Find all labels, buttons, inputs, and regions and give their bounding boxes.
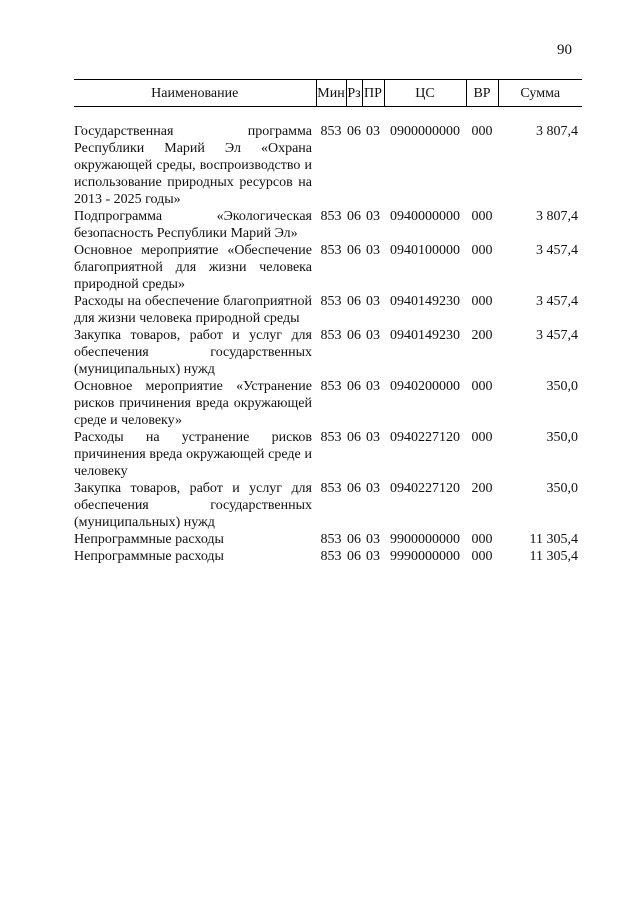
pr-cell: 03	[366, 294, 380, 309]
cs-cell: 0940227120	[390, 481, 460, 496]
pr-cell: 03	[366, 124, 380, 139]
min-cell: 853	[320, 243, 342, 258]
table-body	[74, 107, 582, 566]
vr-cell: 200	[471, 328, 493, 343]
table-row	[74, 242, 582, 293]
min-cell: 853	[320, 379, 342, 394]
sum-cell: 3 807,4	[536, 209, 578, 224]
min-cell: 853	[320, 430, 342, 445]
table-row	[74, 548, 582, 565]
name-cell: Закупка товаров, работ и услуг для обеспечения государственных (муниципальных) нужд	[74, 481, 312, 530]
pr-cell: 03	[366, 379, 380, 394]
table-row	[74, 107, 582, 209]
vr-cell: 000	[471, 209, 493, 224]
pr-cell: 03	[366, 532, 380, 547]
name-cell: Непрограммные расходы	[74, 532, 224, 547]
table-header-row	[74, 80, 582, 107]
min-cell: 853	[320, 294, 342, 309]
rz-cell: 06	[347, 481, 361, 496]
table-row	[74, 429, 582, 480]
vr-cell: 200	[471, 481, 493, 496]
min-cell: 853	[320, 481, 342, 496]
page-number: 90	[557, 42, 572, 58]
budget-table	[74, 79, 582, 565]
cs-cell: 0940100000	[390, 243, 460, 258]
name-cell: Основное мероприятие «Обеспечение благоприятной для жизни человека природной среды»	[74, 243, 312, 292]
name-cell: Непрограммные расходы	[74, 549, 224, 564]
rz-cell: 06	[347, 379, 361, 394]
pr-cell: 03	[366, 209, 380, 224]
min-cell: 853	[320, 328, 342, 343]
sum-cell: 350,0	[546, 379, 578, 394]
vr-cell: 000	[471, 430, 493, 445]
sum-cell: 11 305,4	[529, 532, 578, 547]
table-row	[74, 327, 582, 378]
cs-cell: 9990000000	[390, 549, 460, 564]
name-cell: Расходы на обеспечение благоприятной для жизни человека природной среды	[74, 294, 312, 326]
sum-cell: 3 457,4	[536, 294, 578, 309]
sum-cell: 3 457,4	[536, 243, 578, 258]
rz-cell: 06	[347, 430, 361, 445]
cs-cell: 0940000000	[390, 209, 460, 224]
cs-cell: 9900000000	[390, 532, 460, 547]
vr-cell: 000	[471, 379, 493, 394]
pr-cell: 03	[366, 243, 380, 258]
header-name: Наименование	[74, 80, 316, 107]
cs-cell: 0900000000	[390, 124, 460, 139]
pr-cell: 03	[366, 549, 380, 564]
cs-cell: 0940227120	[390, 430, 460, 445]
sum-cell: 350,0	[546, 481, 578, 496]
cs-cell: 0940149230	[390, 328, 460, 343]
pr-cell: 03	[366, 328, 380, 343]
header-rz: Рз	[346, 80, 362, 107]
min-cell: 853	[320, 209, 342, 224]
sum-cell: 11 305,4	[529, 549, 578, 564]
rz-cell: 06	[347, 294, 361, 309]
table-row	[74, 293, 582, 327]
rz-cell: 06	[347, 549, 361, 564]
cs-cell: 0940149230	[390, 294, 460, 309]
rz-cell: 06	[347, 243, 361, 258]
rz-cell: 06	[347, 209, 361, 224]
vr-cell: 000	[471, 294, 493, 309]
name-cell: Подпрограмма «Экологическая безопасность Республики Марий Эл»	[74, 209, 312, 241]
header-vr: ВР	[466, 80, 498, 107]
table-row	[74, 480, 582, 531]
min-cell: 853	[320, 549, 342, 564]
header-pr: ПР	[362, 80, 384, 107]
cs-cell: 0940200000	[390, 379, 460, 394]
name-cell: Расходы на устранение рисков причинения вреда окружающей среде и человеку	[74, 430, 312, 479]
min-cell: 853	[320, 124, 342, 139]
name-cell: Закупка товаров, работ и услуг для обеспечения государственных (муниципальных) нужд	[74, 328, 312, 377]
header-sum: Сумма	[498, 80, 582, 107]
sum-cell: 350,0	[546, 430, 578, 445]
pr-cell: 03	[366, 430, 380, 445]
table-row	[74, 208, 582, 242]
table-row	[74, 378, 582, 429]
name-cell: Государственная программа Республики Марий Эл «Охрана окружающей среды, воспроизводство и использование природных ресурсов на 2013 - 2025 годы»	[74, 124, 312, 207]
vr-cell: 000	[471, 124, 493, 139]
rz-cell: 06	[347, 532, 361, 547]
vr-cell: 000	[471, 549, 493, 564]
pr-cell: 03	[366, 481, 380, 496]
vr-cell: 000	[471, 532, 493, 547]
table-row	[74, 531, 582, 548]
sum-cell: 3 457,4	[536, 328, 578, 343]
name-cell: Основное мероприятие «Устранение рисков причинения вреда окружающей среде и человеку»	[74, 379, 312, 428]
rz-cell: 06	[347, 328, 361, 343]
vr-cell: 000	[471, 243, 493, 258]
header-min: Мин	[316, 80, 346, 107]
sum-cell: 3 807,4	[536, 124, 578, 139]
min-cell: 853	[320, 532, 342, 547]
header-cs: ЦС	[384, 80, 466, 107]
rz-cell: 06	[347, 124, 361, 139]
